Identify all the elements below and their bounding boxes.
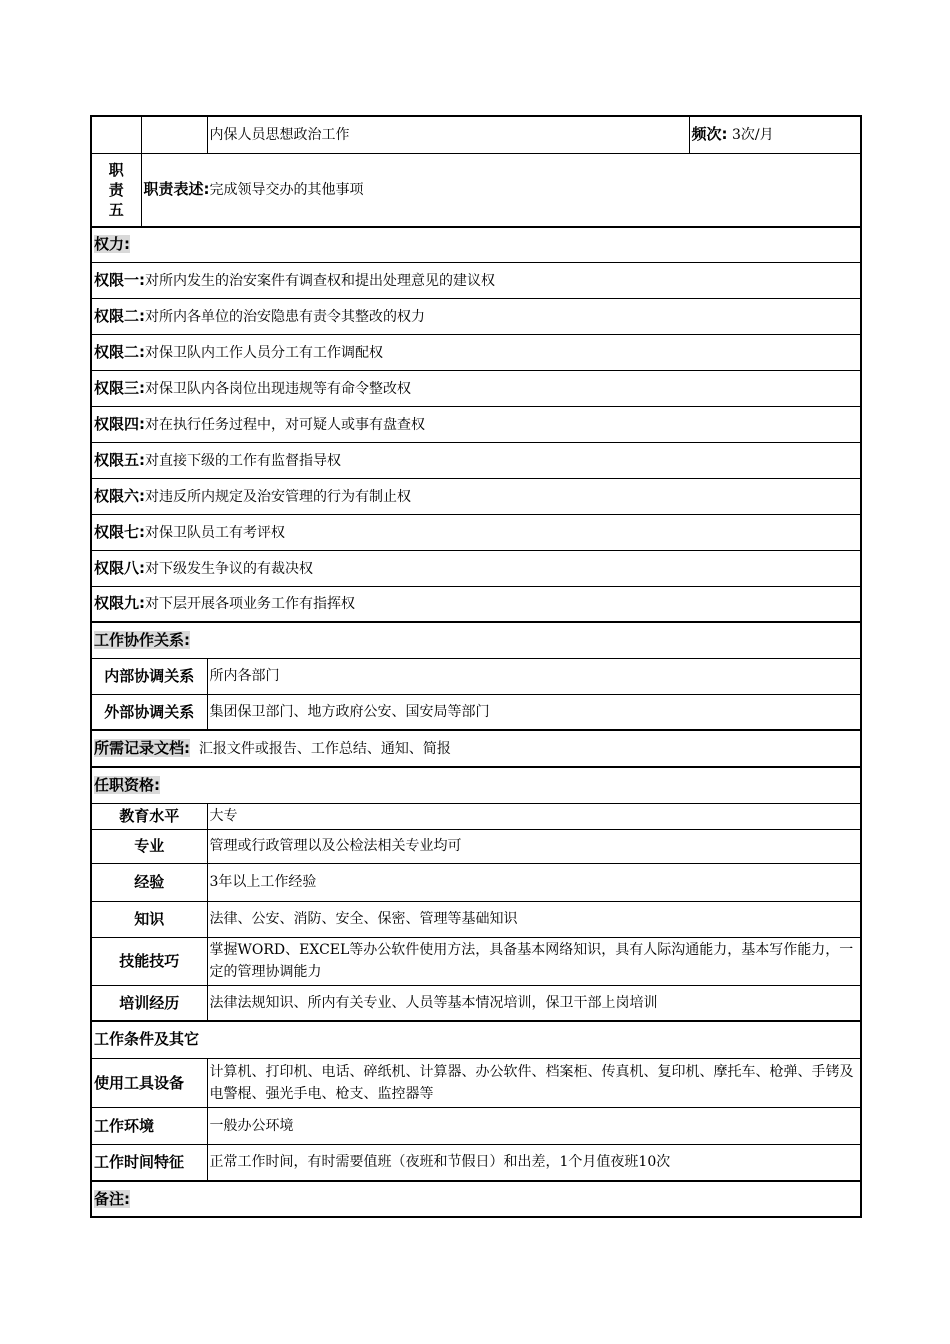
- task-row: [91, 116, 861, 153]
- internal-relations-row: [91, 658, 861, 694]
- qualification-row: 专业 管理或行政管理以及公检法相关专业均可: [91, 829, 861, 863]
- qualification-row: 技能技巧 掌握WORD、EXCEL等办公软件使用方法，具备基本网络知识，具有人际沟通能力，基本写作能力，一定的管理协调能力: [91, 937, 861, 985]
- remarks-heading: 备注:: [94, 1189, 130, 1208]
- authority-row: 权限八:对下级发生争议的有裁决权: [91, 550, 861, 586]
- duty-desc-label: 职责表述:: [143, 180, 210, 199]
- authority-row: 权限九:对下层开展各项业务工作有指挥权: [91, 586, 861, 622]
- authority-row: 权限四:对在执行任务过程中，对可疑人或事有盘查权: [91, 406, 861, 442]
- condition-row: 工作环境 一般办公环境: [91, 1107, 861, 1144]
- job-description-table: [90, 115, 860, 1218]
- conditions-heading-row: [91, 1021, 861, 1058]
- qualification-row: 培训经历 法律法规知识、所内有关专业、人员等基本情况培训，保卫干部上岗培训: [91, 985, 861, 1021]
- relations-heading: 工作协作关系:: [94, 630, 190, 649]
- authority-row: 权限二:对所内各单位的治安隐患有责令其整改的权力: [91, 298, 861, 334]
- task-text: 内保人员思想政治工作: [207, 116, 689, 153]
- condition-row: 使用工具设备 计算机、打印机、电话、碎纸机、计算器、办公软件、档案柜、传真机、复印机、摩托车、枪弹、手铐及电警棍、强光手电、枪支、监控器等: [91, 1058, 861, 1107]
- authority-row: 权限一:对所内发生的治安案件有调查权和提出处理意见的建议权: [91, 262, 861, 298]
- duty-five-label: 职 责 五: [91, 153, 141, 227]
- external-relations-label: 外部协调关系: [91, 694, 207, 730]
- qualifications-heading: 任职资格:: [94, 775, 160, 794]
- qualifications-heading-row: [91, 767, 861, 803]
- records-value: 汇报文件或报告、工作总结、通知、简报: [198, 741, 451, 757]
- qualification-row: 教育水平 大专: [91, 803, 861, 829]
- condition-row: 工作时间特征 正常工作时间，有时需要值班（夜班和节假日）和出差，1个月值夜班10次: [91, 1144, 861, 1181]
- authority-row: 权限三:对保卫队内各岗位出现违规等有命令整改权: [91, 370, 861, 406]
- external-relations-value: 集团保卫部门、地方政府公安、国安局等部门: [207, 694, 861, 730]
- authority-heading: 权力:: [94, 235, 130, 254]
- authority-heading-row: [91, 227, 861, 262]
- authority-row: 权限五:对直接下级的工作有监督指导权: [91, 442, 861, 478]
- main-table: [90, 115, 862, 1218]
- internal-relations-value: 所内各部门: [207, 658, 861, 694]
- authority-row: 权限二:对保卫队内工作人员分工有工作调配权: [91, 334, 861, 370]
- relations-heading-row: [91, 622, 861, 658]
- duty-desc-text: 完成领导交办的其他事项: [209, 182, 364, 199]
- duty-five-row: [91, 153, 861, 227]
- frequency-value: 3次/月: [731, 127, 774, 144]
- authority-row: 权限六:对违反所内规定及治安管理的行为有制止权: [91, 478, 861, 514]
- records-label: 所需记录文档:: [94, 739, 190, 757]
- conditions-heading: 工作条件及其它: [94, 1030, 200, 1049]
- qualification-row: 知识 法律、公安、消防、安全、保密、管理等基础知识: [91, 901, 861, 937]
- external-relations-row: [91, 694, 861, 730]
- frequency-label: 频次:: [691, 125, 728, 144]
- internal-relations-label: 内部协调关系: [91, 658, 207, 694]
- records-row: [91, 730, 861, 767]
- qualification-row: 经验 3年以上工作经验: [91, 863, 861, 901]
- authority-row: 权限七:对保卫队员工有考评权: [91, 514, 861, 550]
- duty-five-description: [141, 153, 861, 227]
- remarks-row: [91, 1181, 861, 1217]
